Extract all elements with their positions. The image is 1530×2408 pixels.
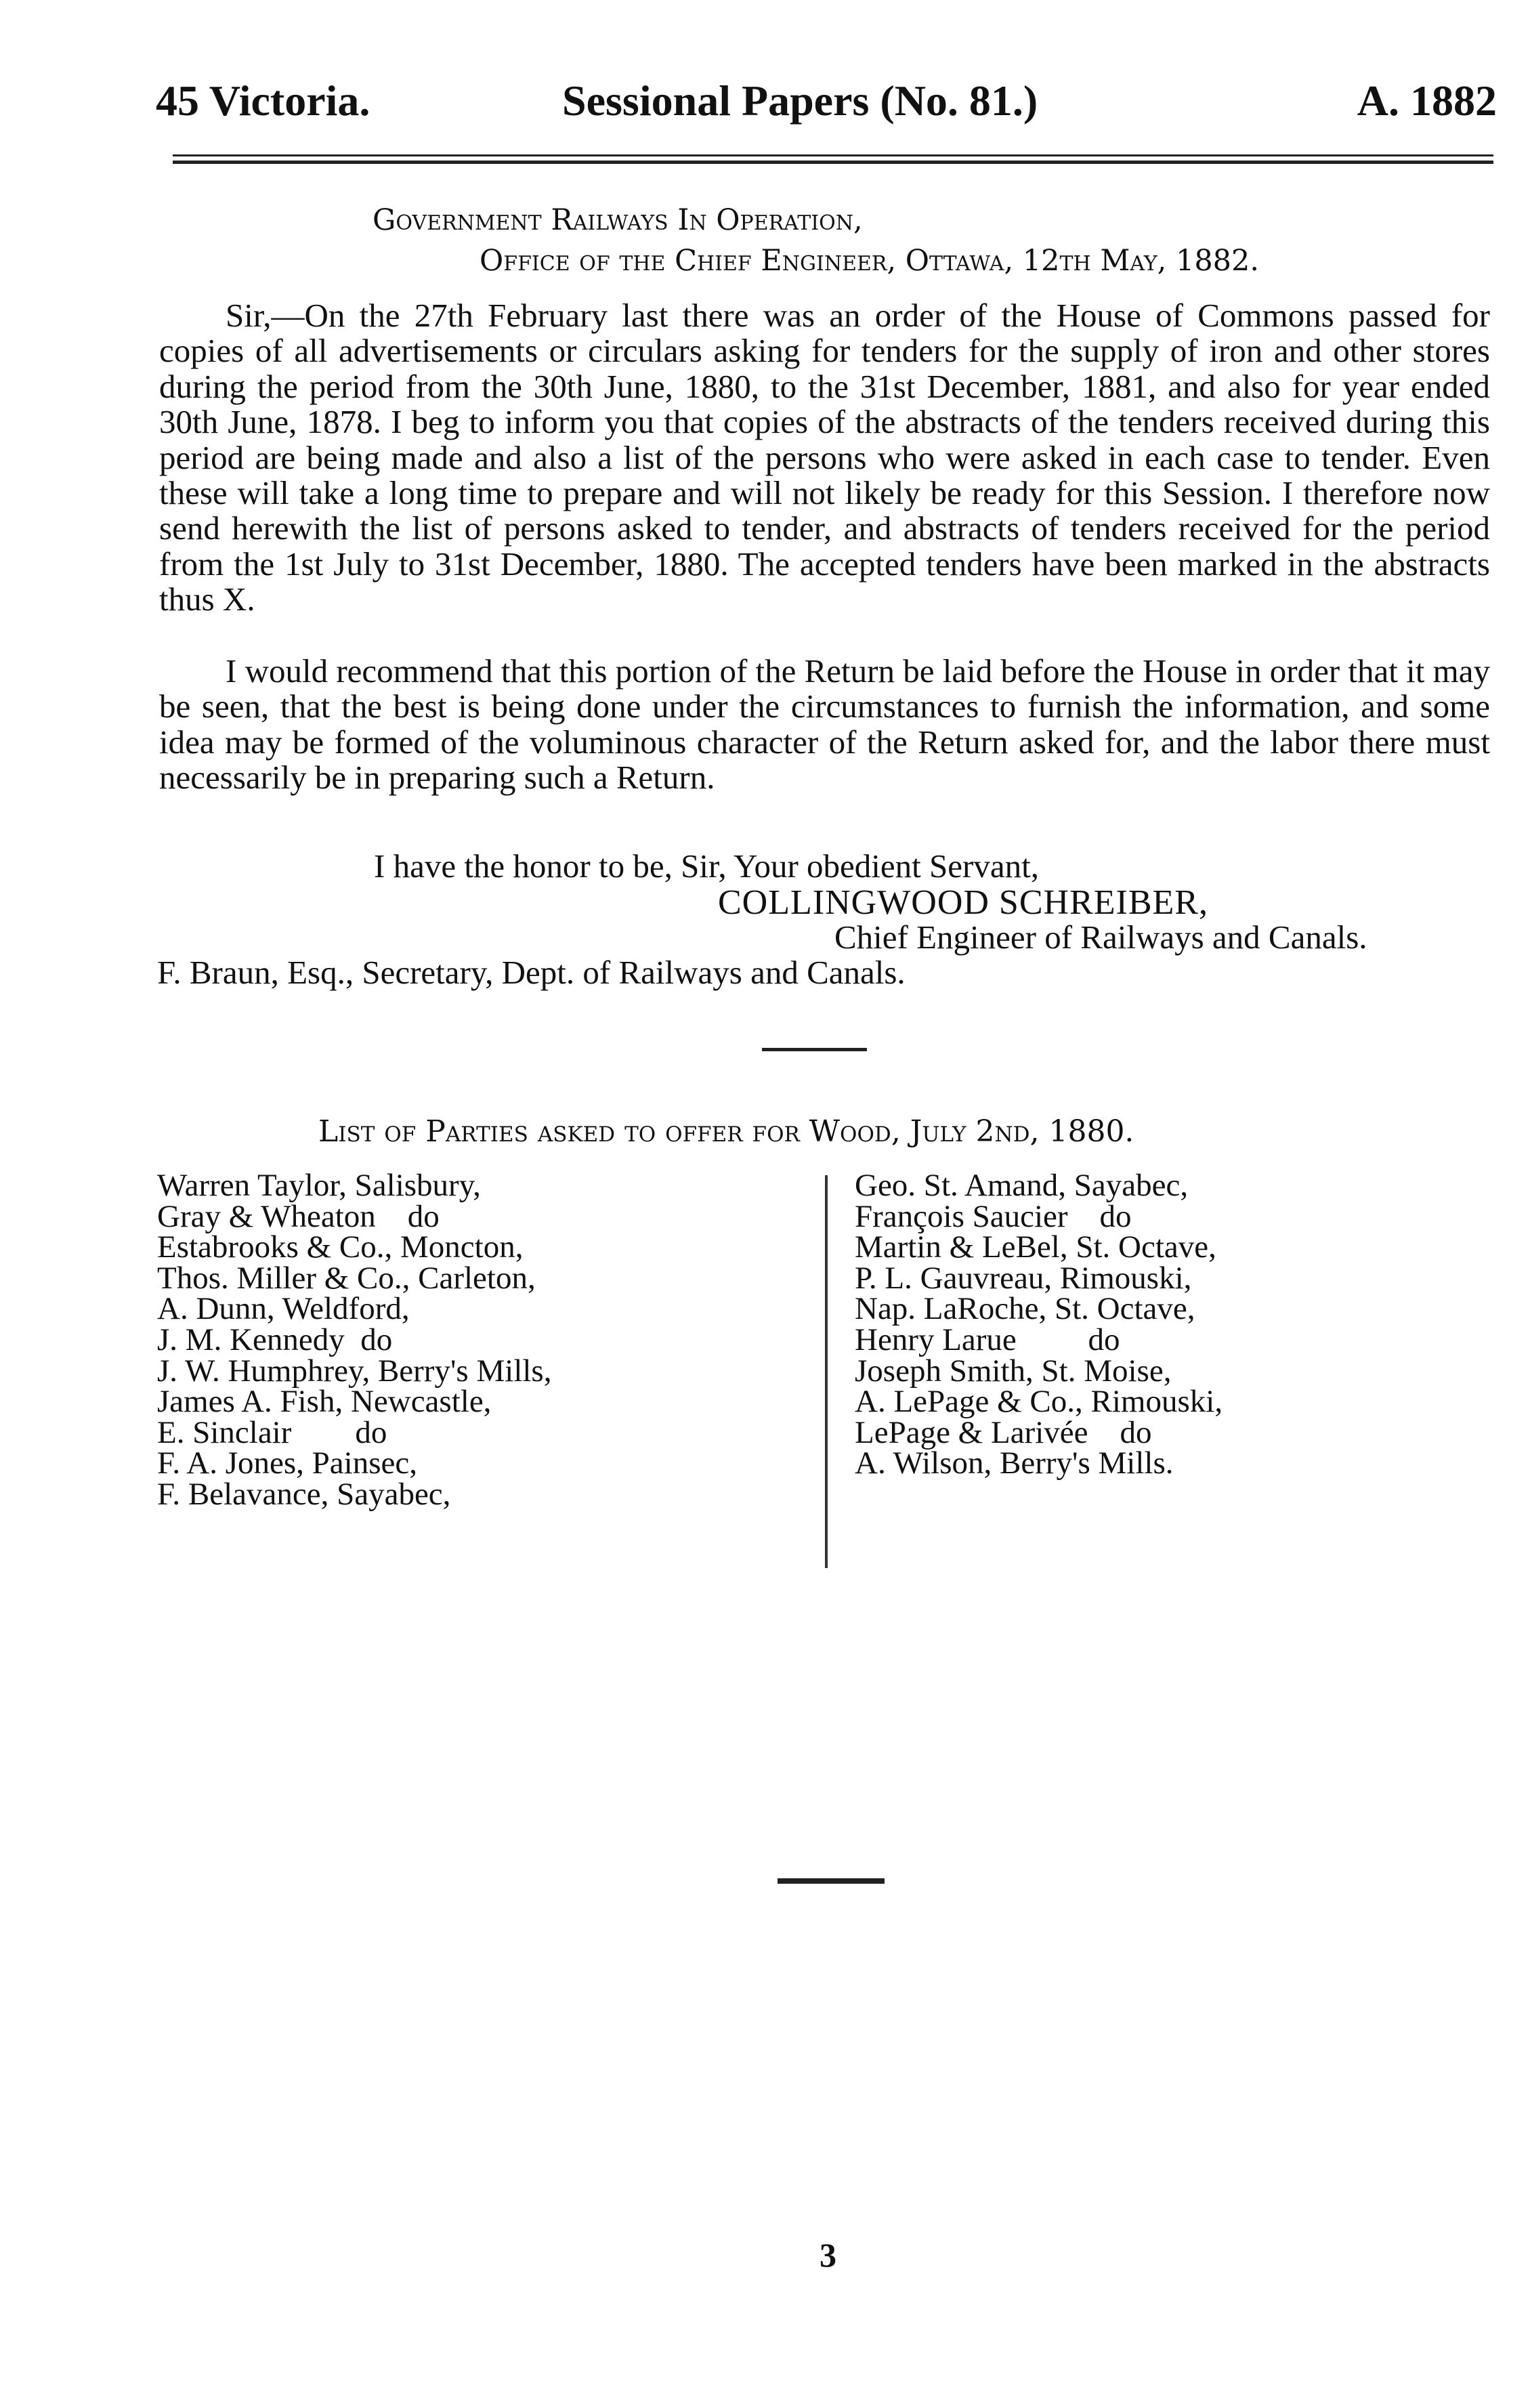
- end-rule: [778, 1878, 885, 1884]
- list-item: F. A. Jones, Painsec,: [157, 1445, 417, 1481]
- list-item: Joseph Smith, St. Moise,: [855, 1353, 1172, 1389]
- list-item: E. Sinclair do: [157, 1414, 387, 1450]
- list-item: Gray & Wheaton do: [157, 1198, 440, 1234]
- letter-addressee: F. Braun, Esq., Secretary, Dept. of Railways and Canals.: [157, 954, 906, 991]
- signatory-name: COLLINGWOOD SCHREIBER,: [718, 883, 1208, 922]
- list-item: François Saucier do: [855, 1198, 1132, 1234]
- dateline-office: Government Railways In Operation,: [373, 203, 863, 237]
- list-item: Martin & LeBel, St. Octave,: [855, 1229, 1216, 1265]
- list-item: F. Belavance, Sayabec,: [157, 1476, 451, 1512]
- list-item: Nap. LaRoche, St. Octave,: [855, 1291, 1195, 1327]
- list-item: J. W. Humphrey, Berry's Mills,: [157, 1353, 552, 1389]
- list-item: LePage & Larivée do: [855, 1414, 1152, 1450]
- list-title: List of Parties asked to offer for Wood, July 2nd, 1880.: [318, 1114, 1134, 1149]
- list-item: A. Wilson, Berry's Mills.: [855, 1445, 1174, 1481]
- list-item: Warren Taylor, Salisbury,: [157, 1168, 481, 1203]
- list-item: Geo. St. Amand, Sayabec,: [855, 1168, 1189, 1203]
- list-item: Thos. Miller & Co., Carleton,: [157, 1260, 536, 1296]
- parties-list-left: [157, 1170, 551, 1511]
- header-regnal-year: 45 Victoria.: [156, 77, 370, 125]
- list-item: P. L. Gauvreau, Rimouski,: [855, 1260, 1192, 1296]
- running-header: [156, 76, 1497, 130]
- letter-paragraph-1: Sir,—On the 27th February last there was an order of the House of Commons passed for copies of all advertisements or circulars asking for tenders for the supply of iron and other stores during the period from the 30th June, 1880, to the 31st December, 1881, and also for year ended 30th June, 1878. I beg to inform you that copies of the abstracts of the tenders received during this period are being made and also a list of the persons who were asked in each case to tender. Even these will take a long time to prepare and will not likely be ready for this Session. I therefore now send herewith the list of persons asked to tender, and abstracts of tenders received for the period from the 1st July to 31st December, 1880. The accepted tenders have been marked in the abstracts thus X.: [159, 297, 1490, 618]
- header-year: A. 1882: [1357, 77, 1497, 125]
- list-item: J. M. Kennedy do: [157, 1322, 393, 1357]
- list-item: A. Dunn, Weldford,: [157, 1291, 410, 1327]
- list-item: A. LePage & Co., Rimouski,: [855, 1384, 1223, 1420]
- parties-list-right: [855, 1170, 1223, 1479]
- list-item: Henry Larue do: [855, 1322, 1120, 1357]
- header-publication: Sessional Papers (No. 81.): [562, 77, 1038, 125]
- list-item: James A. Fish, Newcastle,: [157, 1384, 492, 1420]
- section-divider: [762, 1048, 867, 1051]
- signatory-title: Chief Engineer of Railways and Canals.: [834, 918, 1367, 956]
- list-item: Estabrooks & Co., Moncton,: [157, 1229, 524, 1265]
- header-double-rule: [173, 154, 1493, 164]
- column-divider: [825, 1175, 828, 1568]
- page-number: 3: [820, 2236, 836, 2274]
- letter-closing: I have the honor to be, Sir, Your obedient Servant,: [374, 847, 1039, 885]
- letter-paragraph-2: I would recommend that this portion of the Return be laid before the House in order that it may be seen, that the best is being done under the circumstances to furnish the information, and some idea may be formed of the voluminous character of the Return asked for, and the labor there must necessarily be in preparing such a Return.: [159, 652, 1490, 797]
- dateline-location-date: Office of the Chief Engineer, Ottawa, 12th May, 1882.: [480, 244, 1260, 278]
